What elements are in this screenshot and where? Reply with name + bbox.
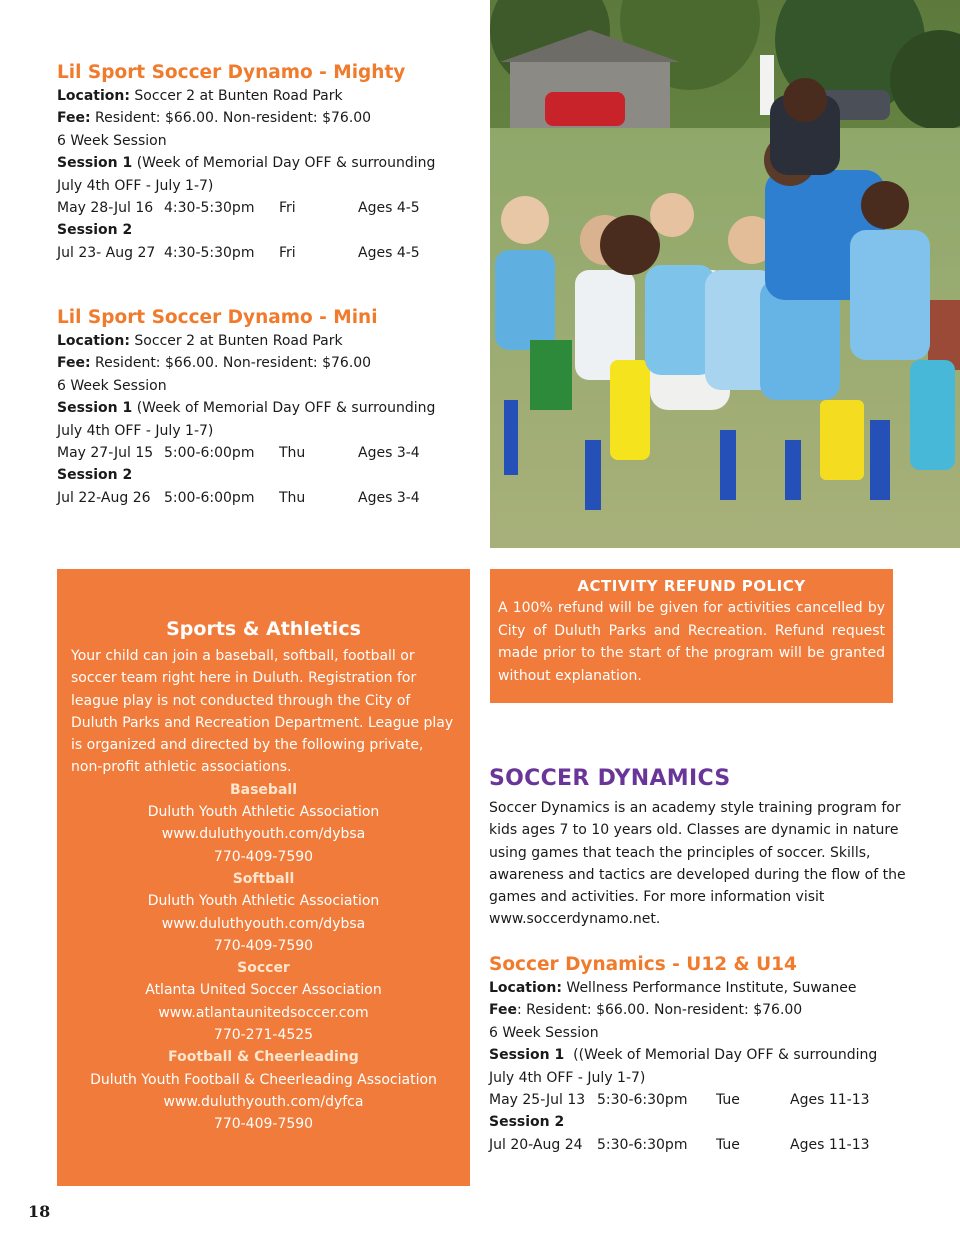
- org-phone: 770-271-4525: [213, 1027, 314, 1044]
- session-note-cont: July 4th OFF - July 1-7): [57, 422, 214, 439]
- session-note: Session 1 (Week of Memorial Day OFF & surrounding: [57, 155, 436, 172]
- session-label: Session 2: [57, 222, 133, 239]
- org-softball: [57, 868, 470, 957]
- page-number: 18: [28, 1202, 51, 1221]
- org-name: Atlanta United Soccer Association: [145, 982, 382, 999]
- program-title: Lil Sport Soccer Dynamo - Mighty: [57, 62, 406, 83]
- photo-illustration: [490, 0, 960, 548]
- org-phone: 770-409-7590: [213, 848, 314, 865]
- section-body: Soccer Dynamics is an academy style training program for kids ages 7 to 10 years old. Classes are dynamic in nature using games that teach the principles of soccer. Skills, awareness and tactics are developed during the flow of the games and activities. For more information visit www.soccerdynamo.net.: [489, 800, 906, 928]
- org-name: Duluth Youth Athletic Association: [147, 804, 380, 821]
- session-label: Session 2: [489, 1114, 565, 1131]
- refund-policy-box: [490, 569, 893, 703]
- program-mighty: [57, 61, 435, 264]
- weeks-line: 6 Week Session: [57, 377, 167, 394]
- org-sport: Softball: [232, 870, 295, 887]
- schedule-row: Jul 23- Aug 27 4:30-5:30pm Fri Ages 4-5: [57, 244, 420, 261]
- org-name: Duluth Youth Athletic Association: [147, 893, 380, 910]
- session-note: Session 1 ((Week of Memorial Day OFF & surrounding: [489, 1047, 878, 1064]
- schedule-row: May 25-Jul 13 5:30-6:30pm Tue Ages 11-13: [489, 1092, 870, 1109]
- org-url[interactable]: www.atlantaunitedsoccer.com: [158, 1004, 369, 1021]
- org-phone: 770-409-7590: [213, 937, 314, 954]
- org-baseball: [57, 779, 470, 868]
- org-sport: Football & Cheerleading: [168, 1049, 359, 1066]
- org-sport: Baseball: [229, 781, 297, 798]
- org-sport: Soccer: [237, 960, 290, 977]
- program-title: Lil Sport Soccer Dynamo - Mini: [57, 307, 378, 328]
- weeks-line: 6 Week Session: [489, 1024, 599, 1041]
- session-note-cont: July 4th OFF - July 1-7): [57, 177, 214, 194]
- program-u12-u14: [489, 953, 877, 1156]
- org-url[interactable]: www.duluthyouth.com/dybsa: [161, 915, 366, 932]
- session-note: Session 1 (Week of Memorial Day OFF & surrounding: [57, 400, 436, 417]
- location-line: Location: Soccer 2 at Bunten Road Park: [57, 333, 343, 349]
- schedule-row: May 27-Jul 15 5:00-6:00pm Thu Ages 3-4: [57, 445, 420, 462]
- fee-line: Fee: Resident: $66.00. Non-resident: $76.00: [57, 110, 372, 127]
- program-title: Soccer Dynamics - U12 & U14: [489, 954, 797, 975]
- refund-body: A 100% refund will be given for activities cancelled by City of Duluth Parks and Recreation. Refund request made prior to the start of the program will be granted without explanation.: [498, 600, 885, 684]
- schedule-row: May 28-Jul 16 4:30-5:30pm Fri Ages 4-5: [57, 200, 420, 217]
- program-mini: [57, 306, 435, 509]
- org-url[interactable]: www.duluthyouth.com/dyfca: [163, 1093, 364, 1110]
- org-url[interactable]: www.duluthyouth.com/dybsa: [161, 826, 366, 843]
- sports-athletics-box: [57, 569, 470, 1186]
- schedule-row: Jul 20-Aug 24 5:30-6:30pm Tue Ages 11-13: [489, 1136, 870, 1153]
- schedule-row: Jul 22-Aug 26 5:00-6:00pm Thu Ages 3-4: [57, 489, 420, 506]
- session-note-cont: July 4th OFF - July 1-7): [489, 1069, 646, 1086]
- org-name: Duluth Youth Football & Cheerleading Association: [90, 1071, 437, 1088]
- kids-soccer-photo: [490, 0, 960, 548]
- section-title: SOCCER DYNAMICS: [489, 766, 731, 791]
- weeks-line: 6 Week Session: [57, 132, 167, 149]
- fee-line: Fee: Resident: $66.00. Non-resident: $76.00: [489, 1002, 803, 1019]
- location-line: Location: Soccer 2 at Bunten Road Park: [57, 88, 343, 104]
- soccer-dynamics-section: [489, 766, 909, 931]
- session-label: Session 2: [57, 467, 133, 484]
- sports-body: Your child can join a baseball, softball, football or soccer team right here in Duluth. Registration for league play is not conducted through the City of Duluth Parks and Recreation Department. League play is organized and directed by the following private, non-profit athletic associations.: [71, 648, 454, 776]
- sports-title: Sports & Athletics: [166, 618, 361, 640]
- org-football: [57, 1046, 470, 1135]
- org-soccer: [57, 957, 470, 1046]
- fee-line: Fee: Resident: $66.00. Non-resident: $76.00: [57, 355, 372, 372]
- org-phone: 770-409-7590: [213, 1116, 314, 1133]
- refund-title: ACTIVITY REFUND POLICY: [577, 577, 806, 595]
- location-line: Location: Wellness Performance Institute, Suwanee: [489, 980, 857, 996]
